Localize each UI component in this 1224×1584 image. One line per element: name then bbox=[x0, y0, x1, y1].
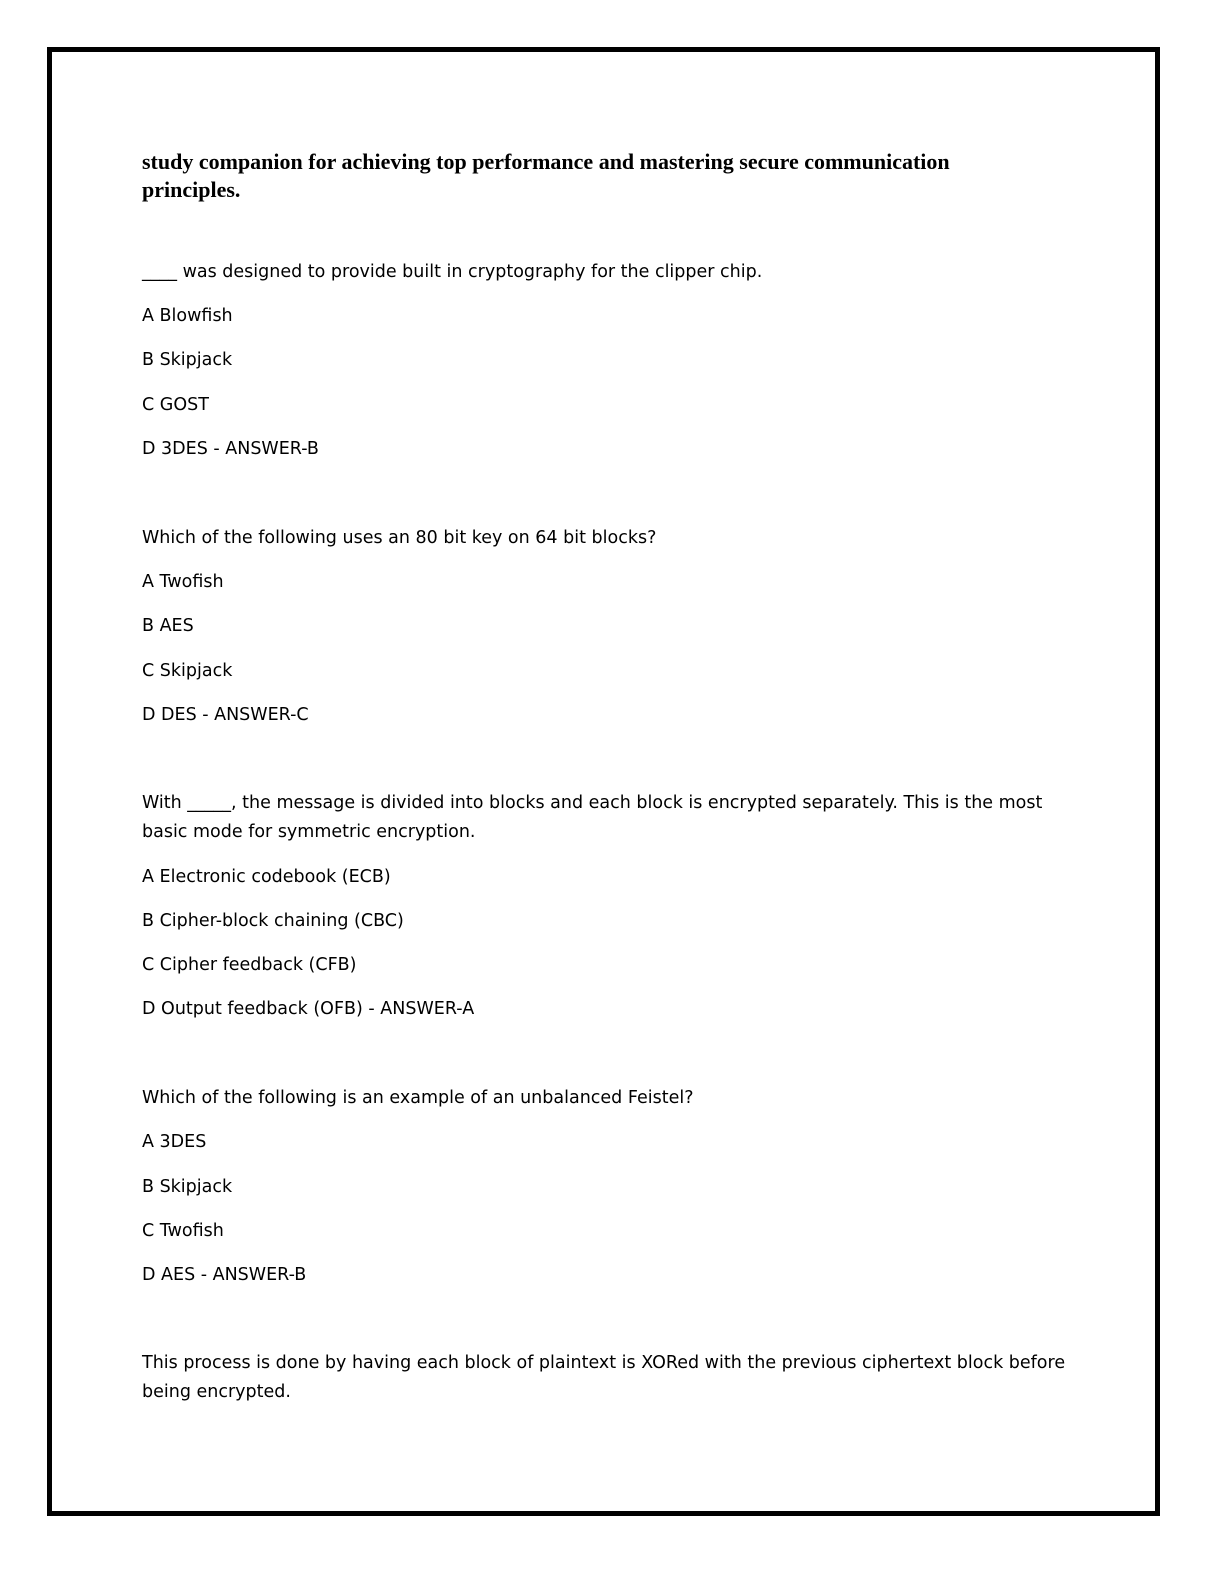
question-4-option-b: B Skipjack bbox=[142, 1177, 233, 1197]
question-3-option-b: B Cipher-block chaining (CBC) bbox=[142, 911, 404, 931]
question-5-text: This process is done by having each block of plaintext is XORed with the previous ciphertext block before being encrypted. bbox=[142, 1353, 1066, 1402]
question-1-option-a: A Blowfish bbox=[142, 306, 233, 326]
question-3-text: With _____, the message is divided into blocks and each block is encrypted separately. This is the most basic mode for symmetric encryption. bbox=[142, 793, 1043, 842]
question-1-option-c: C GOST bbox=[142, 395, 209, 415]
question-2-text: Which of the following uses an 80 bit key on 64 bit blocks? bbox=[142, 528, 657, 548]
question-2-option-b: B AES bbox=[142, 616, 194, 636]
question-1-text: ____ was designed to provide built in cryptography for the clipper chip. bbox=[142, 262, 763, 282]
question-4-option-a: A 3DES bbox=[142, 1132, 207, 1152]
question-3-option-d: D Output feedback (OFB) - ANSWER-A bbox=[142, 999, 475, 1019]
question-2-option-c: C Skipjack bbox=[142, 661, 233, 681]
document-title: study companion for achieving top performance and mastering secure communication principles. bbox=[142, 149, 950, 202]
question-3-option-a: A Electronic codebook (ECB) bbox=[142, 867, 391, 887]
question-4-option-d: D AES - ANSWER-B bbox=[142, 1265, 307, 1285]
question-3-option-c: C Cipher feedback (CFB) bbox=[142, 955, 357, 975]
question-1-option-d: D 3DES - ANSWER-B bbox=[142, 439, 319, 459]
question-2-option-a: A Twofish bbox=[142, 572, 224, 592]
question-4-text: Which of the following is an example of an unbalanced Feistel? bbox=[142, 1088, 694, 1108]
question-4-option-c: C Twofish bbox=[142, 1221, 224, 1241]
question-2-option-d: D DES - ANSWER-C bbox=[142, 705, 309, 725]
question-1-option-b: B Skipjack bbox=[142, 350, 233, 370]
